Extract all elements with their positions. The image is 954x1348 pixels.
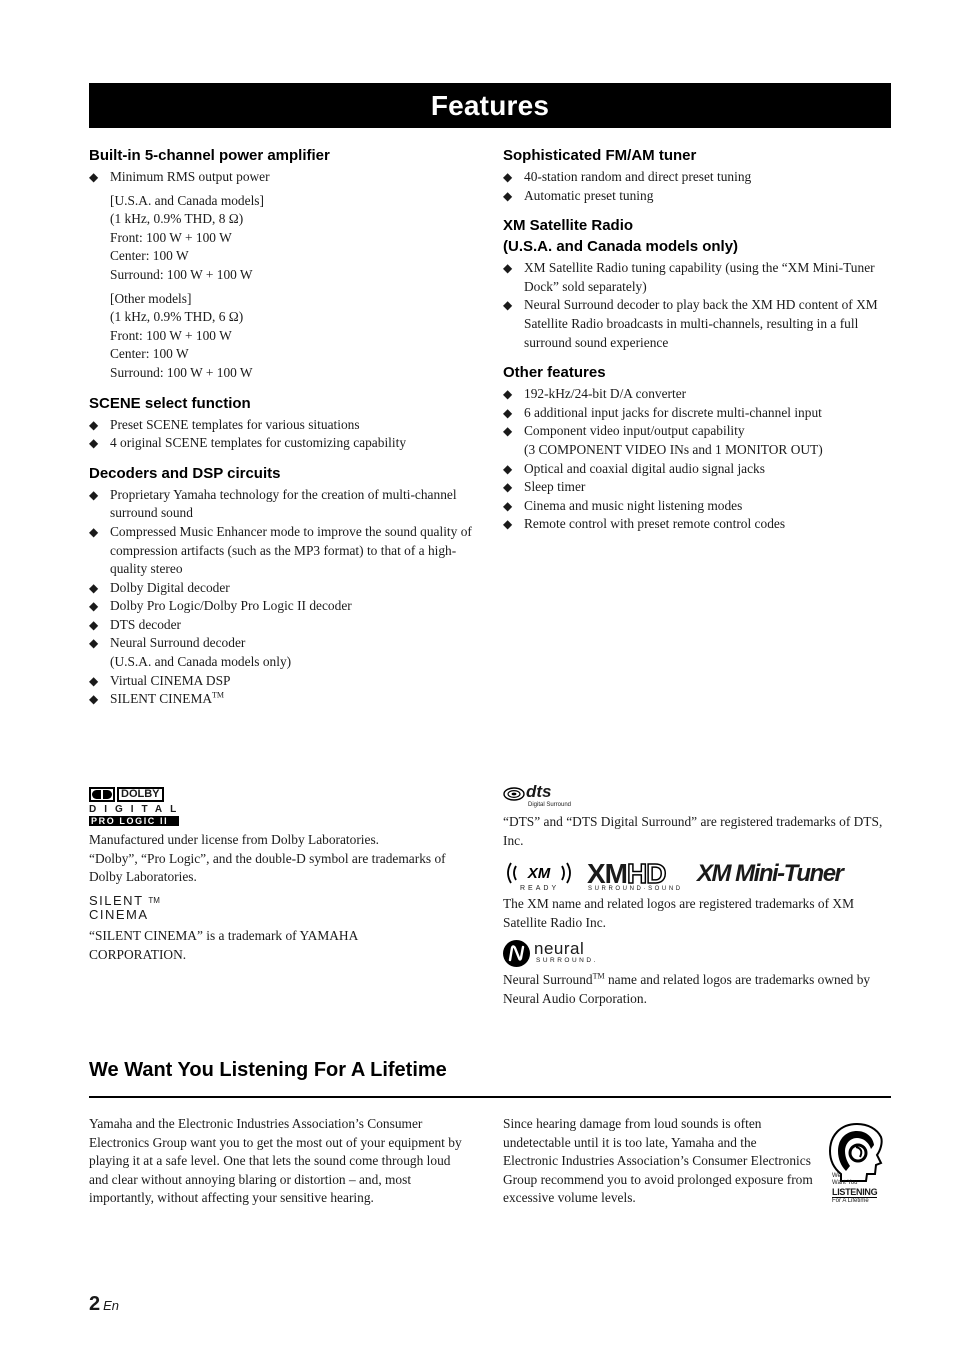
dolby-prologic-text: PRO LOGIC II <box>89 816 179 826</box>
scene-section <box>89 393 474 453</box>
xm-trademark-note: The XM name and related logos are registered trademarks of XM Satellite Radio Inc. <box>503 896 855 930</box>
note-line: “Dolby”, “Pro Logic”, and the double-D symbol are trademarks of Dolby Laboratories. <box>89 850 446 885</box>
neural-n-icon <box>503 940 530 967</box>
list-item: ◆ Dolby Digital decoder <box>89 579 474 598</box>
list-item: ◆ Preset SCENE templates for various situations <box>89 416 474 435</box>
xmhd-hd: HD <box>627 858 666 889</box>
section-divider <box>89 1096 891 1098</box>
listening-paragraph-left: Yamaha and the Electronic Industries Association’s Consumer Electronics Group want you to get the most out of your equipment by playing it at a safe level. One that lets the sound come through loud and clear without annoying blaring or distortion – and, most importantly, without affecting your sensitive hearing. <box>89 1116 462 1206</box>
list-item: ◆ Virtual CINEMA DSP <box>89 672 474 691</box>
trademark-mark: TM <box>592 971 605 981</box>
neural-word: neural <box>534 939 585 958</box>
xm-mini-tuner-logo: XM Mini-Tuner <box>697 860 843 887</box>
tuner-list <box>503 168 888 205</box>
xm-ready-xm: XM <box>527 865 551 882</box>
list-item: ◆ Neural Surround decoder to play back the XM HD content of XM Satellite Radio broadcasts in multi-channels, resulting in a full surround sound experience <box>503 296 888 352</box>
spec-line: Front: 100 W + 100 W <box>110 229 232 245</box>
language-code: En <box>103 1298 120 1313</box>
item-text: SILENT CINEMA <box>110 691 213 707</box>
item-note: (U.S.A. and Canada models only) <box>110 654 292 670</box>
spec-line: Center: 100 W <box>110 248 189 264</box>
dolby-trademark-note <box>89 831 474 887</box>
dts-logo <box>503 784 583 810</box>
spec-line: Surround: 100 W + 100 W <box>110 364 253 380</box>
spec-line: (1 kHz, 0.9% THD, 8 Ω) <box>110 211 244 227</box>
spec-line: Center: 100 W <box>110 346 189 362</box>
page-title: Features <box>430 90 550 121</box>
list-item: ◆ Proprietary Yamaha technology for the creation of multi-channel surround sound <box>89 486 474 523</box>
tuner-heading: Sophisticated FM/AM tuner <box>503 147 697 164</box>
amp-heading: Built-in 5-channel power amplifier <box>89 147 330 164</box>
scene-heading: SCENE select function <box>89 394 251 412</box>
page-number <box>89 1295 119 1316</box>
dolby-digital-text: DIGITAL <box>89 804 185 815</box>
spec-line: [U.S.A. and Canada models] <box>110 192 264 208</box>
double-d-icon <box>89 787 115 802</box>
left-column <box>89 145 474 709</box>
list-item: ◆ 40-station random and direct preset tuning <box>503 168 888 187</box>
neural-sub: SURROUND. <box>536 957 598 964</box>
other-heading: Other features <box>503 364 606 382</box>
silent-cinema-logo <box>89 894 160 922</box>
list-item: ◆ 6 additional input jacks for discrete multi-channel input <box>503 404 888 423</box>
list-item: ◆ Compressed Music Enhancer mode to improve the sound quality of compression artifacts (such as the MP3 format) to that of a high-quality stereo <box>89 523 474 579</box>
xm-heading-line2: (U.S.A. and Canada models only) <box>503 238 739 256</box>
page-number-value: 2 <box>89 1293 101 1315</box>
neural-trademark-note <box>503 971 893 1008</box>
spec-usa <box>89 192 474 285</box>
dolby-word: DOLBY <box>117 787 164 802</box>
list-item: ◆ Sleep timer <box>503 478 888 497</box>
xmhd-xm: XM <box>587 858 627 889</box>
item-text: Neural Surround decoder <box>110 635 246 651</box>
dts-trademark-note: “DTS” and “DTS Digital Surround” are registered trademarks of DTS, Inc. <box>503 814 883 848</box>
dts-disc-icon <box>503 786 525 802</box>
xm-list <box>503 259 888 352</box>
list-item: ◆ 192-kHz/24-bit D/A converter <box>503 385 888 404</box>
xm-heading-line1: XM Satellite Radio <box>503 217 634 235</box>
decoders-heading: Decoders and DSP circuits <box>89 464 281 482</box>
note-line: Manufactured under license from Dolby Laboratories. <box>89 832 380 847</box>
list-item: ◆ DTS decoder <box>89 616 474 635</box>
list-item <box>89 690 474 709</box>
xmhd-sub: SURROUND·SOUND <box>588 886 683 892</box>
xm-logos <box>503 860 883 894</box>
dolby-logo <box>89 786 185 826</box>
list-item: ◆ Minimum RMS output power <box>89 168 474 187</box>
logo-want: Want You <box>832 1180 858 1186</box>
cinema-word: CINEMA <box>89 907 149 922</box>
amp-list <box>89 168 474 187</box>
right-column <box>503 145 888 534</box>
silent-cinema-note: “SILENT CINEMA” is a trademark of YAMAHA CORPORATION. <box>89 928 358 962</box>
item-text: Component video input/output capability <box>524 423 745 439</box>
spec-line: [Other models] <box>110 290 192 306</box>
listening-for-a-lifetime-logo <box>826 1121 888 1207</box>
xm-ready-logo <box>503 860 575 894</box>
logo-lifetime: For A Lifetime <box>832 1197 877 1205</box>
dts-word: dts <box>526 782 552 801</box>
neural-surround-logo <box>503 938 613 968</box>
note-text: Neural Surround <box>503 972 593 987</box>
list-item: ◆ Cinema and music night listening modes <box>503 497 888 516</box>
listening-heading: We Want You Listening For A Lifetime <box>89 1059 447 1081</box>
list-item: ◆ Automatic preset tuning <box>503 187 888 206</box>
list-item: ◆ Dolby Pro Logic/Dolby Pro Logic II decoder <box>89 597 474 616</box>
decoders-section <box>89 463 474 709</box>
scene-list <box>89 416 474 453</box>
list-item: ◆ 4 original SCENE templates for customizing capability <box>89 434 474 453</box>
spec-line: Surround: 100 W + 100 W <box>110 266 253 282</box>
list-item <box>503 422 888 459</box>
page-title-banner <box>89 83 891 128</box>
logo-we: We <box>832 1173 841 1179</box>
xm-ready-text: READY <box>520 885 560 892</box>
spec-line: (1 kHz, 0.9% THD, 6 Ω) <box>110 309 244 325</box>
xmhd-logo <box>587 860 685 894</box>
other-section <box>503 362 888 534</box>
silent-word: SILENT <box>89 893 144 908</box>
spec-other <box>89 290 474 383</box>
trademark-mark: TM <box>148 896 160 905</box>
list-item: ◆ Optical and coaxial digital audio signal jacks <box>503 460 888 479</box>
listening-paragraph-right: Since hearing damage from loud sounds is often undetectable until it is too late, Yamaha and the Electronic Industries Association’s Consumer Electronics Group recommend you to avoid prolonged exposure from excessive volume levels. <box>503 1116 813 1206</box>
item-note: (3 COMPONENT VIDEO INs and 1 MONITOR OUT) <box>524 441 823 457</box>
spec-line: Front: 100 W + 100 W <box>110 327 232 343</box>
other-list <box>503 385 888 534</box>
xm-ready-icon <box>503 860 575 886</box>
list-item <box>89 634 474 671</box>
xm-section <box>503 215 888 352</box>
dts-sub: Digital Surround <box>528 802 572 808</box>
decoders-list <box>89 486 474 709</box>
list-item: ◆ XM Satellite Radio tuning capability (using the “XM Mini-Tuner Dock” sold separately) <box>503 259 888 296</box>
xm-heading <box>503 215 888 257</box>
note-text: name and related logos are trademarks owned by Neural Audio Corporation. <box>503 972 871 1006</box>
list-item: ◆ Remote control with preset remote control codes <box>503 515 888 534</box>
logo-listening: LISTENING <box>832 1187 878 1197</box>
trademark-mark: TM <box>212 690 225 700</box>
